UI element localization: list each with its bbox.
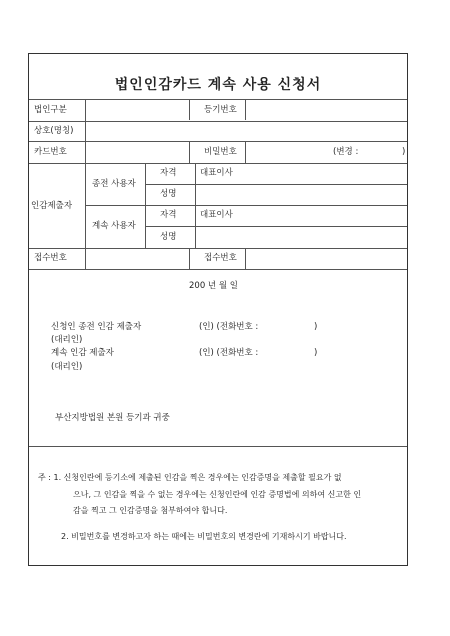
- cont-submitter-line: 계속 인감 제출자: [51, 348, 114, 358]
- reg-no-label: 등기번호: [204, 105, 237, 115]
- divider: [85, 99, 86, 269]
- prev-user-label: 종전 사용자: [92, 179, 136, 189]
- change-close: ): [402, 147, 406, 157]
- agent-label: (대리인): [51, 335, 83, 345]
- prev-phone-close: ): [314, 322, 318, 332]
- divider: [145, 226, 407, 227]
- divider: [145, 163, 146, 248]
- divider: [195, 163, 196, 248]
- note-1-cont: 감을 찍고 그 인감증명을 첨부하여야 합니다.: [73, 506, 228, 515]
- divider: [29, 446, 407, 447]
- divider: [245, 248, 246, 269]
- cont-user-label: 계속 사용자: [92, 221, 136, 231]
- divider: [189, 141, 190, 163]
- form-title: 법인인감카드 계속 사용 신청서: [114, 77, 322, 93]
- corp-type-label: 법인구분: [34, 105, 67, 115]
- divider: [85, 205, 407, 206]
- cont-phone-close: ): [314, 348, 318, 358]
- note-2: 2. 비밀번호를 변경하고자 하는 때에는 비밀번호의 변경란에 기재하시기 바랍니다.: [61, 532, 347, 541]
- name-label: 성명: [160, 189, 177, 199]
- application-form: [28, 53, 408, 566]
- cont-phone-label: (인) (전화번호 :: [199, 348, 259, 358]
- divider: [245, 141, 246, 163]
- divider: [245, 99, 246, 120]
- divider: [189, 248, 190, 269]
- change-label: (변경 :: [333, 147, 359, 157]
- qualification-value: 대표이사: [200, 210, 233, 220]
- agent-label: (대리인): [51, 362, 83, 372]
- note-1-cont: 으나, 그 인감을 찍을 수 없는 경우에는 신청인란에 인감 증명법에 의하여 신고한 인: [73, 490, 362, 499]
- receipt-no-label: 접수번호: [204, 253, 237, 263]
- addressee: 부산지방법원 본원 등기과 귀중: [55, 413, 170, 423]
- card-no-label: 카드번호: [34, 147, 67, 157]
- divider: [145, 184, 407, 185]
- name-label: 성명: [160, 232, 177, 242]
- qualification-label: 자격: [160, 210, 177, 220]
- prev-submitter-line: 신청인 종전 인감 제출자: [51, 322, 142, 332]
- prev-phone-label: (인) (전화번호 :: [199, 322, 259, 332]
- receipt-no-label: 접수번호: [34, 253, 67, 263]
- qualification-label: 자격: [160, 168, 177, 178]
- qualification-value: 대표이사: [200, 168, 233, 178]
- password-label: 비밀번호: [204, 147, 237, 157]
- divider: [29, 269, 407, 270]
- divider: [189, 99, 190, 120]
- note-1: 주 : 1. 신청인란에 등기소에 제출된 인감을 찍은 경우에는 인감증명을 제출할 필요가 없: [38, 473, 342, 482]
- date-line: 200 년 월 일: [189, 281, 238, 291]
- seal-submitter-label: 인감제출자: [31, 201, 73, 211]
- trade-name-label: 상호(명칭): [34, 126, 74, 136]
